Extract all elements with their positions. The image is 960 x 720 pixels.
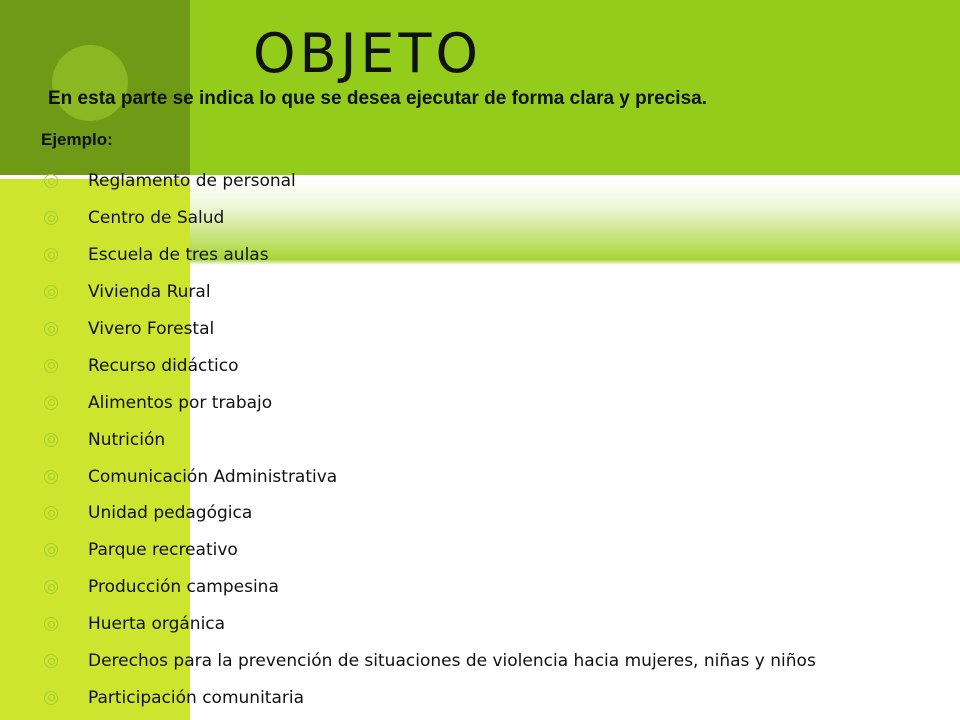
list-item-text: Comunicación Administrativa: [88, 466, 338, 487]
bullet-icon: [44, 543, 58, 557]
bullet-icon: [44, 248, 58, 262]
list-item: [0, 237, 960, 274]
list-item: [0, 384, 960, 421]
bullet-icon: [44, 654, 58, 668]
list-item: [0, 274, 960, 311]
bullet-icon: [44, 359, 58, 373]
list-item-text: Unidad pedagógica: [88, 503, 253, 524]
list-item: [0, 569, 960, 606]
list-item: [0, 679, 960, 716]
list-item-text: Participación comunitaria: [88, 687, 305, 708]
list-item: [0, 532, 960, 569]
list-item: [0, 643, 960, 680]
bullet-icon: [44, 211, 58, 225]
list-item-text: Huerta orgánica: [88, 614, 226, 635]
bullet-icon: [44, 617, 58, 631]
slide-subtitle: En esta parte se indica lo que se desea ejecutar de forma clara y precisa.: [48, 88, 707, 109]
slide-title: OBJETO: [252, 22, 483, 85]
bullet-icon: [44, 506, 58, 520]
list-item: [0, 421, 960, 458]
list-item: [0, 200, 960, 237]
list-item-text: Escuela de tres aulas: [88, 245, 269, 266]
list-item-text: Alimentos por trabajo: [88, 392, 273, 413]
list-item: [0, 311, 960, 348]
example-list: [0, 163, 960, 716]
bullet-icon: [44, 580, 58, 594]
list-item-text: Reglamento de personal: [88, 171, 296, 192]
list-item-text: Vivienda Rural: [88, 282, 211, 303]
bullet-icon: [44, 433, 58, 447]
list-item-text: Vivero Forestal: [88, 319, 215, 339]
bullet-icon: [44, 470, 58, 484]
list-item-text: Centro de Salud: [88, 208, 225, 229]
list-item: [0, 606, 960, 643]
list-item: [0, 458, 960, 495]
list-item: [0, 347, 960, 384]
list-item-text: Recurso didáctico: [88, 355, 239, 376]
list-item-text: Producción campesina: [88, 577, 279, 598]
bullet-icon: [44, 285, 58, 299]
list-item-text: Derechos para la prevención de situaciones de violencia hacia mujeres, niñas y niños: [88, 651, 816, 672]
list-item: [0, 163, 960, 200]
bullet-icon: [44, 396, 58, 410]
list-item-text: Nutrición: [88, 429, 166, 450]
list-item-text: Parque recreativo: [88, 540, 238, 561]
bullet-icon: [44, 691, 58, 705]
list-item: [0, 495, 960, 532]
bullet-icon: [44, 174, 58, 188]
bullet-icon: [44, 322, 58, 336]
example-label: Ejemplo:: [41, 130, 113, 149]
